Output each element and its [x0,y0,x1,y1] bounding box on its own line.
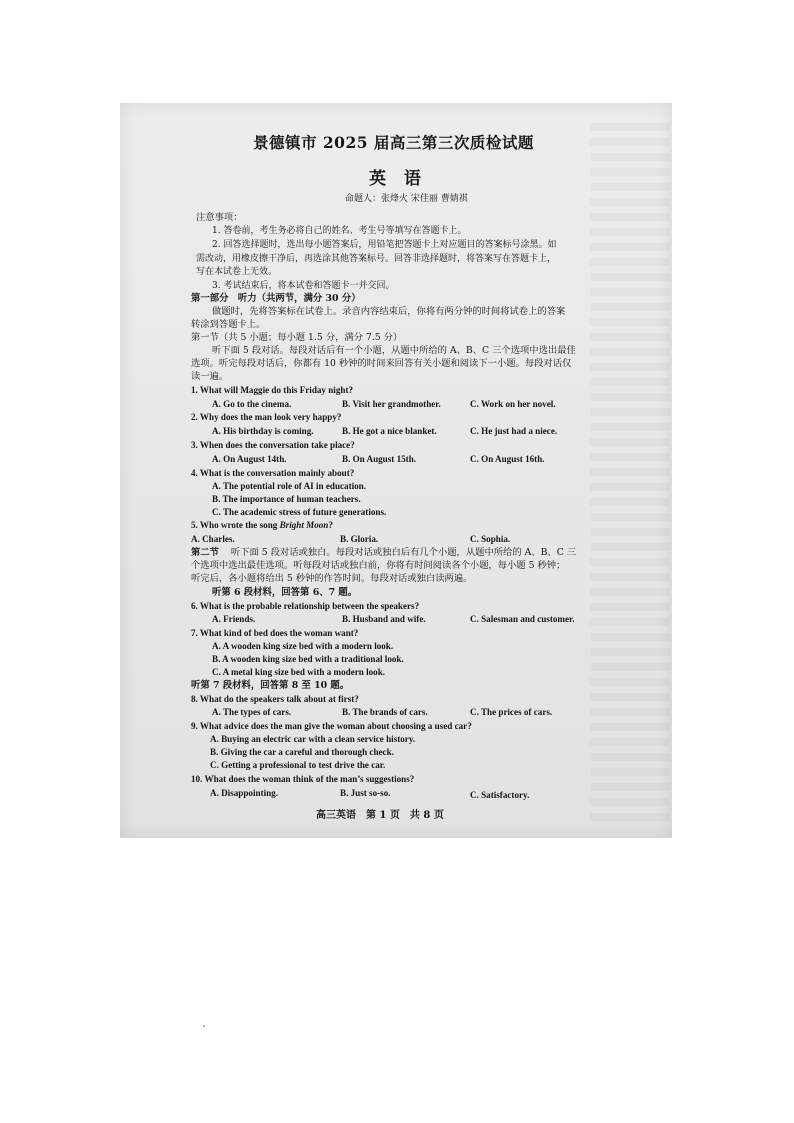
section2-intro-line-2: 个选项中选出最佳选项。听每段对话或独白前，你将有时间阅读各个小题，每小题 5 秒钟； [191,560,566,571]
question-5 [191,521,333,530]
q5-option-b: B. Gloria. [340,534,379,544]
notes-heading: 注意事项： [196,212,243,223]
part1-intro-line-2: 转涂到答题卡上。 [191,319,266,330]
q9-option-b: B. Giving the car a careful and thorough check. [210,747,394,757]
section1-intro-line-3: 读一遍。 [191,371,229,382]
note-2-line-3: 写在本试卷上无效。 [196,267,278,277]
q4-option-a: A. The potential role of AI in education. [212,481,367,491]
material-6-heading: 听第 6 段材料，回答第 6、7 题。 [212,587,358,598]
note-3: 3. 考试结束后，将本试卷和答题卡一并交回。 [212,281,395,291]
section1-intro-line-2: 选项。听完每段对话后，你都有 10 秒钟的时间来回答有关小题和阅读下一小题。每段对话仅 [191,358,572,369]
q2-option-c: C. He just had a niece. [470,426,558,436]
authors-line: 命题人：张烽火 宋佳丽 曹婧祺 [345,194,468,204]
question-1: 1. What will Maggie do this Friday night? [191,385,354,395]
subject-title: 英 语 [369,169,427,189]
note-1: 1. 答卷前，考生务必将自己的姓名、考生号等填写在答题卡上。 [212,226,467,236]
q7-option-b: B. A wooden king size bed with a traditional look. [212,654,404,664]
material-7-heading: 听第 7 段材料，回答第 8 至 10 题。 [191,680,350,691]
q10-option-a: A. Disappointing. [210,788,278,798]
q3-option-a: A. On August 14th. [212,454,287,464]
part1-heading: 第一部分 听力（共两节，满分 30 分） [191,293,361,304]
question-3: 3. When does the conversation take place? [191,440,355,450]
q8-option-a: A. The types of cars. [212,707,292,717]
q5-option-c: C. Sophia. [470,534,511,544]
q9-option-c: C. Getting a professional to test drive the car. [210,760,386,770]
exam-title: 景德镇市 2025 届高三第三次质检试题 [253,133,534,152]
question-6: 6. What is the probable relationship between the speakers? [191,601,420,611]
q2-option-b: B. He got a nice blanket. [342,426,437,436]
q7-option-a: A. A wooden king size bed with a modern look. [212,641,394,651]
section1-heading: 第一节（共 5 小题；每小题 1.5 分，满分 7.5 分） [191,332,403,343]
note-2-line-1: 2. 回答选择题时，选出每小题答案后，用铅笔把答题卡上对应题目的答案标号涂黑。如 [212,240,557,250]
question-10: 10. What does the woman think of the man’s suggestions? [191,774,415,784]
q3-option-b: B. On August 15th. [342,454,417,464]
page-footer: 高三英语 第 1 页 共 8 页 [316,810,444,821]
question-9: 9. What advice does the man give the woman about choosing a used car? [191,721,472,731]
q6-option-b: B. Husband and wife. [342,614,426,624]
section2-line-1 [191,548,576,557]
q5-option-a: A. Charles. [191,534,235,544]
q3-option-c: C. On August 16th. [470,454,545,464]
note-2-line-2: 需改动，用橡皮擦干净后，再选涂其他答案标号。回答非选择题时，将答案写在答题卡上， [196,254,557,264]
section1-intro-line-1: 听下面 5 段对话。每段对话后有一个小题，从题中所给的 A、B、C 三个选项中选出最佳 [212,345,576,356]
q2-option-a: A. His birthday is coming. [212,426,314,436]
q7-option-c: C. A metal king size bed with a modern look. [212,667,386,677]
section2-intro-line-3: 听完后，各小题将给出 5 秒钟的作答时间。每段对话或独白读两遍。 [191,573,473,584]
speck [203,1025,205,1027]
question-7: 7. What kind of bed does the woman want? [191,628,359,638]
q9-option-a: A. Buying an electric car with a clean service history. [210,734,416,744]
q6-option-a: A. Friends. [212,614,256,624]
q10-option-b: B. Just so-so. [340,788,391,798]
q1-option-a: A. Go to the cinema. [212,399,292,409]
q1-option-c: C. Work on her novel. [470,399,556,409]
part1-intro-line-1: 做题时，先将答案标在试卷上。录音内容结束后，你将有两分钟的时间将试卷上的答案 [212,306,566,317]
q6-option-c: C. Salesman and customer. [470,614,575,624]
question-5-suffix: ? [328,520,333,530]
song-title: Bright Moon [279,520,329,530]
question-5-prefix: 5. Who wrote the song [191,520,280,530]
q1-option-b: B. Visit her grandmother. [342,399,441,409]
q10-option-c: C. Satisfactory. [470,790,530,800]
section2-intro-line-1: 听下面 5 段对话或独白。每段对话或独白后有几个小题，从题中所给的 A、B、C 三 [230,547,577,558]
q8-option-b: B. The brands of cars. [342,707,428,717]
q4-option-c: C. The academic stress of future generations. [212,507,387,517]
question-8: 8. What do the speakers talk about at first? [191,694,359,704]
question-4: 4. What is the conversation mainly about? [191,468,355,478]
question-2: 2. Why does the man look very happy? [191,412,342,422]
bleed-through-shading [590,123,670,823]
q8-option-c: C. The prices of cars. [470,707,553,717]
section2-heading: 第二节 [191,547,219,558]
q4-option-b: B. The importance of human teachers. [212,494,361,504]
exam-page [120,103,672,838]
